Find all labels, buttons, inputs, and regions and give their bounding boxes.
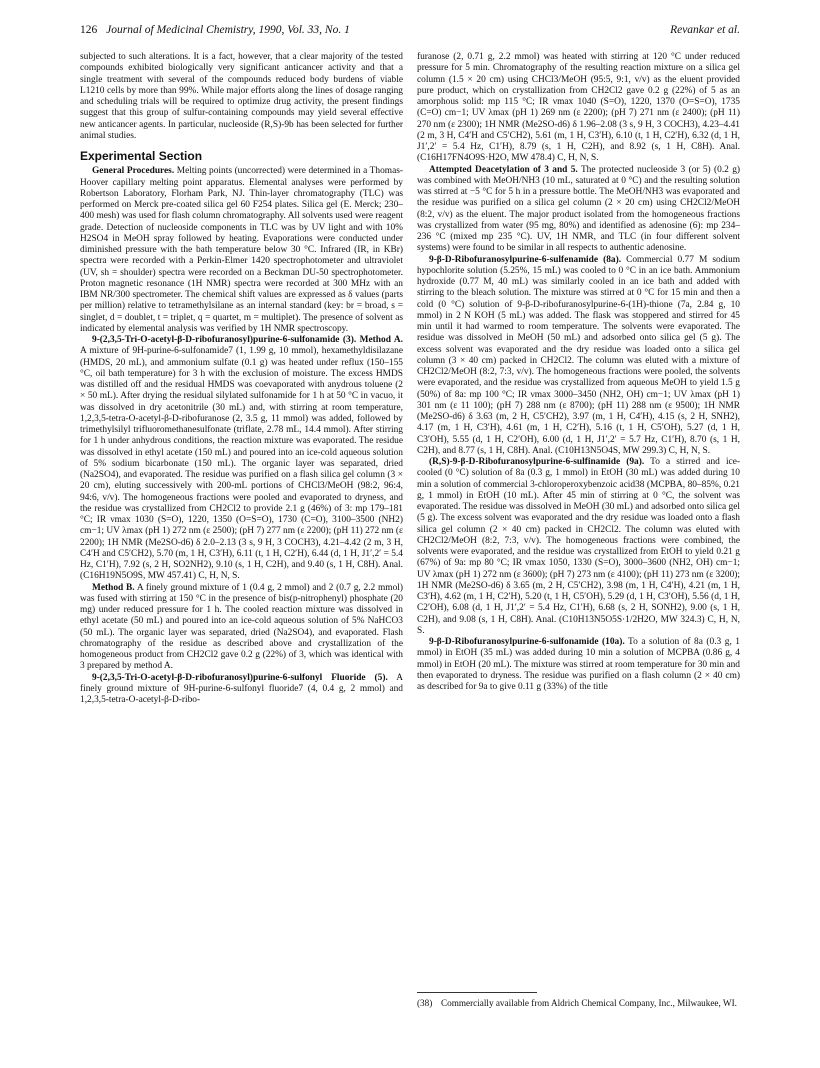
compound-9a-text: To a stirred and ice-cooled (0 °C) solution of 8a (0.3 g, 1 mmol) in EtOH (30 mL) was added during 10 min a solution of commercial 3-chloroperoxybenzoic acid38 (MCPBA, 80–85%, 0.21 g, 1 mmol) in EtOH (10 mL). After 45 min of stirring at 0 °C, the solvent was evaporated. The residue was dissolved in MeOH (30 mL) and adsorbed onto silica gel (5 g). The excess solvent was evaporated and the dry residue was loaded onto a flash silica gel column (2 × 40 cm) packed in CH2Cl2. The column was eluted with CH2Cl2/MeOH (8:2, 7:3, v/v). The homogeneous fractions were combined, the solvents were evaporated, and the residue was crystallized from EtOH to yield 0.21 g (67%) of 9a: mp 80 °C; IR νmax 1050, 1330 (S=O), 3000–3600 (NH2, OH) cm−1; UV λmax (pH 1) 272 nm (ε 3600); (pH 7) 273 nm (ε 4100); (pH 11) 273 nm (ε 3200); 1H NMR (Me2SO-d6) δ 3.65 (m, 2 H, C5′CH2), 3.98 (m, 1 H, C4′H), 4.21 (m, 1 H, C3′H), 4.62 (m, 1 H, C2′H), 5.20 (t, 1 H, C5′OH), 5.29 (d, 1 H, C3′OH), 5.56 (d, 1 H, C2′OH), 6.08 (d, 1 H, J1′,2′ = 5.4 Hz, C1′H), 6.68 (s, 2 H, SONH2), 9.00 (s, 1 H, C2H), and 9.08 (s, 1 H, C8H). Anal. (C10H13N5O5S·1/2H2O, MW 324.3) C, H, N, S. [417,457,740,636]
right-column [417,52,740,693]
footnote-rule [417,992,537,993]
compound-5-paragraph [80,673,403,707]
footnote [417,998,740,1009]
compound-5-continued-paragraph: furanose (2, 0.71 g, 2.2 mmol) was heated with stirring at 120 °C under reduced pressure for 5 min. Chromatography of the resulting reaction mixture on a silica gel column (1.5 × 20 cm) using CHCl3/MeOH (95:5, 9:1, v/v) as the eluent provided pure product, which on crystallization from CH2Cl2 gave 0.2 g (22%) of 5 as an amorphous solid: mp 115 °C; IR νmax 1040 (S=O), 1220, 1370 (O=S=O), 1735 (C=O) cm−1; UV λmax (pH 1) 269 nm (ε 2200); (pH 7) 271 nm (ε 2400); (pH 11) 270 nm (ε 2300); 1H NMR (Me2SO-d6) δ 1.96–2.08 (3 s, 9 H, 3 COCH3), 4.23–4.41 (2 m, 3 H, C4′H and C5′CH2), 5.61 (m, 1 H, C3′H), 6.10 (t, 1 H, C2′H), 6.32 (d, 1 H, J1′,2′ = 5.4 Hz, C1′H), 8.79 (s, 1 H, C2H), and 8.92 (s, 1 H, C8H). Anal. (C16H17FN4O9S·H2O, MW 478.4) C, H, N, S. [417,52,740,164]
compound-5-heading: 9-(2,3,5-Tri-O-acetyl-β-D-ribofuranosyl)purine-6-sulfonyl Fluoride (5). [92,672,388,683]
compound-3-method-a-paragraph [80,335,403,583]
compound-3-text: A mixture of 9H-purine-6-sulfonamide7 (1, 1.99 g, 10 mmol), hexamethyldisilazane (HMDS, 20 mL), and ammonium sulfate (0.1 g) was heated under reflux (150–155 °C, oil bath temperature) for 3 h with the exclusion of moisture. The excess HMDS was distilled off and the residual HMDS was coevaporated with anydrous toluene (2 × 50 mL). After drying the residual silylated sulfonamide for 1 h at 50 °C in vacuo, it was dissolved in dry acetonitrile (30 mL) and, with stirring at room temperature, 1,2,3,5-tetra-O-acetyl-β-D-ribofuranose (2, 3.5 g, 11 mmol) was added, followed by trimethylsilyl trifluoromethanesulfonate (triflate, 2.78 mL, 14.4 mmol). After stirring for 1 h under anhydrous conditions, the reaction mixture was evaporated. The residue was dissolved in ethyl acetate (150 mL) and poured into an ice-cold aqueous solution of 5% sodium bicarbonate (150 mL). The organic layer was separated, dried (Na2SO4), and evaporated. The residue was purified on a flash silica gel column (3 × 20 cm), eluting successively with 200-mL portions of CHCl3/MeOH (98:2, 96:4, 94:6, v/v). The homogeneous fractions were pooled and evaporated to dryness, and the residue was crystallized from CH2Cl2 to provide 2.1 g (46%) of 3: mp 179–181 °C; IR νmax 1030 (S=O), 1220, 1350 (O=S=O), 1730 (C=O), 3100–3500 (NH2) cm−1; UV λmax (pH 1) 272 nm (ε 2500); (pH 7) 277 nm (ε 2200); (pH 11) 272 nm (ε 2200); 1H NMR (Me2SO-d6) δ 2.0–2.13 (3 s, 9 H, 3 COCH3), 4.21–4.42 (2 m, 3 H, C4′H and C5′CH2), 5.70 (m, 1 H, C3′H), 6.11 (t, 1 H, C2′H), 6.44 (d, 1 H, J1′,2′ = 5.4 Hz, C1′H), 7.92 (s, 2 H, SO2NH2), 9.10 (s, 1 H, C2H), and 9.40 (s, 1 H, C8H). Anal. (C16H19N5O9S, MW 457.41) C, H, N, S. [80,346,403,582]
footnote-number: (38) [417,998,433,1008]
discussion-conclusion-paragraph: subjected to such alterations. It is a fact, however, that a clear majority of the tested compounds exhibited biologically very significant anticancer activity and that a single treatment with several of the compounds reduced body burdens of viable L1210 cells by more than 99%. While major efforts along the lines of dosage ranging and scheduling trials will be required to optimize drug activity, the present findings suggest that this group of sulfur-containing compounds may yield several effective new anticancer agents. In particular, nucleoside (R,S)-9b has been selected for further animal studies. [80,52,403,141]
running-header [80,24,740,42]
compound-10a-paragraph [417,637,740,693]
compound-3-heading: 9-(2,3,5-Tri-O-acetyl-β-D-ribofuranosyl)purine-6-sulfonamide (3). Method A. [92,335,403,345]
compound-8a-paragraph [417,255,740,458]
journal-citation: Journal of Medicinal Chemistry, 1990, Vol. 33, No. 1 [106,24,350,36]
left-column [80,52,403,706]
general-procedures-paragraph [80,166,403,335]
method-b-heading: Method B. [92,582,135,593]
compound-9a-paragraph [417,457,740,637]
deacetylation-text: The protected nucleoside 3 (or 5) (0.2 g) was combined with MeOH/NH3 (10 mL, saturated at 0 °C) and the resulting solution was stirred at −5 °C for 5 h in a pressure bottle. The MeOH/NH3 was evaporated and the residue was purified on a silica gel column (2 × 20 cm) using CH2Cl2/MeOH (8:2, v/v) as the eluent. The major product isolated from the homogeneous fractions was crystallized from water (95 mg, 80%) and identified as adenosine (6): mp 234–236 °C (mixed mp 235 °C). UV, 1H NMR, and TLC (in four different solvent systems) were found to be similar in all respects to authentic adenosine. [417,164,741,254]
compound-10a-text: To a solution of 8a (0.3 g, 1 mmol) in EtOH (35 mL) was added during 10 min a solution of MCPBA (0.86 g, 4 mmol) in EtOH (20 mL). The mixture was stirred at room temperature for 30 min and then evaporated to dryness. The residue was purified on a flash column (2 × 40 cm) as described for 9a to give 0.11 g (33%) of the title [417,637,740,692]
compound-3-method-b-paragraph [80,583,403,673]
header-left [80,24,350,36]
footnote-text: Commercially available from Aldrich Chemical Company, Inc., Milwaukee, WI. [441,998,737,1008]
deacetylation-paragraph [417,165,740,255]
general-procedures-text: Melting points (uncorrected) were determined in a Thomas-Hoover capillary melting point apparatus. Elemental analyses were performed by Robertson Laboratory, Florham Park, NJ. Thin-layer chromatography (TLC) was performed on Merck pre-coated silica gel 60 F254 plates. Silica gel (E. Merck; 230–400 mesh) was used for flash column chromatography. All solvents used were reagent grade. Detection of nucleoside components in TLC was by UV light and with 10% H2SO4 in MeOH spray followed by heating. Evaporations were conducted under diminished pressure with the bath temperature below 30 °C. Infrared (IR, in KBr) spectra were recorded with a Perkin-Elmer 1420 spectrophotometer and ultraviolet (UV, sh = shoulder) spectra were recorded on a Beckman DU-50 spectrophotometer. Proton magnetic resonance (1H NMR) spectra were recorded at 300 MHz with an IBM NR/300 spectrometer. The chemical shift values are expressed as δ values (parts per million) relative to tetramethylsilane as an internal standard (key: br = broad, s = singlet, d = doublet, t = triplet, q = quartet, m = multiplet). The presence of solvent as indicated by elemental analysis was verified by 1H NMR spectroscopy. [80,166,403,334]
deacetylation-heading: Attempted Deacetylation of 3 and 5. [429,164,578,175]
section-heading-experimental: Experimental Section [80,149,203,163]
compound-9a-heading: (R,S)-9-β-D-Ribofuranosylpurine-6-sulfinamide (9a). [429,457,645,467]
compound-8a-text: Commercial 0.77 M sodium hypochlorite solution (5.25%, 15 mL) was cooled to 0 °C in an ice bath. Ammonium hydroxide (0.77 M, 40 mL) was similarly cooled in an ice bath and added with stirring to the bleach solution. The mixture was stirred at 0 °C for 15 min and then a cold (0 °C) solution of 9-β-D-ribofuranosylpurine-6-(1H)-thione (7a, 2.84 g, 10 mmol) in 2 N KOH (5 mL) was added. The flask was stoppered and stirred for 45 min until it had warmed to room temperature. The solvents were evaporated. The residue was dissolved in MeOH (50 mL) and adsorbed onto silica gel (5 g). The excess solvent was evaporated and the dry residue was loaded onto a silica gel column (3 × 40 cm) packed in CH2Cl2. The column was eluted with a mixture of CH2Cl2/MeOH (8:2, 7:3, v/v). The homogeneous fractions were pooled, the solvents were evaporated, and the residue was crystallized from aqueous MeOH to yield 1.5 g (50%) of 8a: mp 100 °C; IR νmax 3000–3450 (NH2, OH) cm−1; UV λmax (pH 1) 301 nm (ε 11 100); (pH 7) 288 nm (ε 8700); (pH 11) 288 nm (ε 9500); 1H NMR (Me2SO-d6) δ 3.63 (m, 2 H, C5′CH2), 3.97 (m, 1 H, C4′H), 4.15 (s, 2 H, SNH2), 4.17 (m, 1 H, C3′H), 4.61 (m, 1 H, C2′H), 5.16 (t, 1 H, C5′OH), 5.27 (d, 1 H, C3′OH), 5.55 (d, 1 H, C2′OH), 6.00 (d, 1 H, J1′,2′ = 5.7 Hz, C1′H), 8.70 (s, 1 H, C2H), and 8.77 (s, 1 H, C8H). Anal. (C10H13N5O4S, MW 299.3) C, H, N, S. [417,254,740,456]
method-b-text: A finely ground mixture of 1 (0.4 g, 2 mmol) and 2 (0.7 g, 2.2 mmol) was fused with stirring at 150 °C in the presence of bis(p-nitrophenyl) phosphate (20 mg) under reduced pressure for 1 h. The cooled reaction mixture was dissolved in ethyl acetate (50 mL) and poured into an ice-cold aqueous solution of 5% NaHCO3 (50 mL). The organic layer was separated, dried (Na2SO4), and evaporated. Flash chromatography of the residue as described above and crystallization of the homogeneous product from CH2Cl2 gave 0.2 g (22%) of 3, which was identical with 3 prepared by method A. [80,582,403,672]
page-number: 126 [80,24,98,36]
header-authors: Revankar et al. [670,24,740,36]
compound-10a-heading: 9-β-D-Ribofuranosylpurine-6-sulfonamide (10a). [429,637,625,647]
general-procedures-heading: General Procedures. [92,166,175,177]
compound-5-text: A finely ground mixture of 9H-purine-6-sulfonyl fluoride7 (4, 0.4 g, 2 mmol) and 1,2,3,5-tetra-O-acetyl-β-D-ribo- [80,672,403,705]
compound-8a-heading: 9-β-D-Ribofuranosylpurine-6-sulfenamide (8a). [429,254,622,265]
